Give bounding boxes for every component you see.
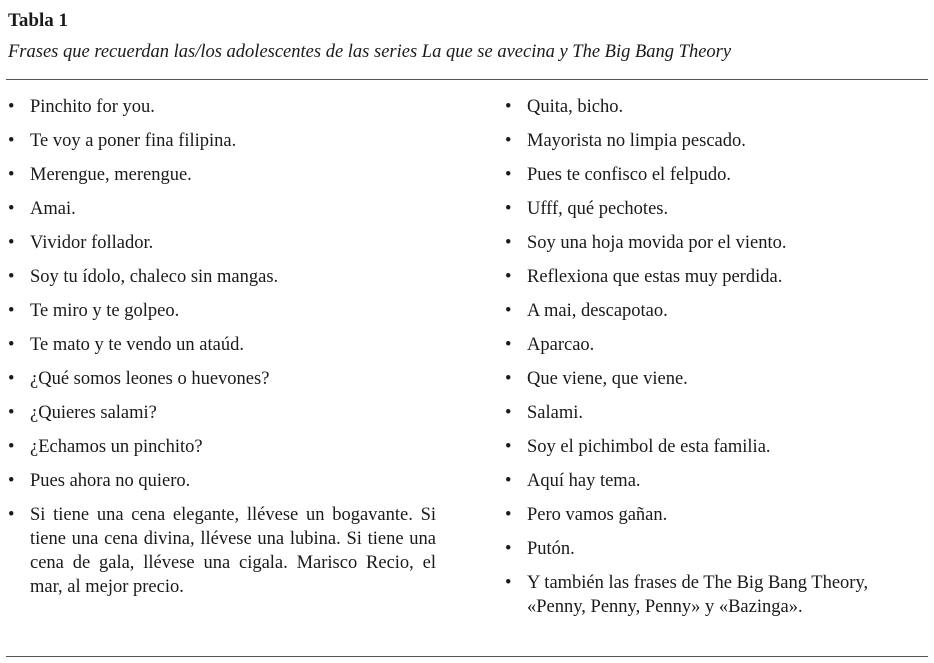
phrase-text: ¿Echamos un pinchito? [30,437,203,457]
phrase-text: Pero vamos gañan. [527,505,668,525]
list-item [505,197,930,221]
list-item [505,469,930,493]
phrase-text: Salami. [527,403,584,423]
phrase-text: Te miro y te golpeo. [30,301,180,321]
bullet-icon: • [505,131,512,151]
bullet-icon: • [505,573,512,593]
phrase-text: Y también las frases de The Big Bang Theory, «Penny, Penny, Penny» y «Bazinga». [527,573,869,617]
bullet-icon: • [8,403,15,423]
table-caption: Frases que recuerdan las/los adolescentes de las series La que se avecina y The Big Bang Theory [8,42,732,62]
list-item [8,299,436,323]
phrase-text: A mai, descapotao. [527,301,668,321]
list-item [8,265,436,289]
phrase-text: ¿Quieres salami? [30,403,157,423]
bullet-icon: • [8,505,15,525]
list-item [505,537,930,561]
list-item [505,231,930,255]
list-item [505,333,930,357]
phrase-text: Ufff, qué pechotes. [527,199,669,219]
bullet-icon: • [8,199,15,219]
list-item [505,571,930,619]
top-rule [6,79,928,80]
bullet-icon: • [8,233,15,253]
list-item [505,299,930,323]
phrase-text: Si tiene una cena elegante, llévese un bogavante. Si tiene una cena divina, llévese una lubina. Si tiene una cena de gala, llévese una cigala. Marisco Recio, el mar, al mejor precio. [30,505,436,597]
list-item [8,163,436,187]
phrase-text: Quita, bicho. [527,97,624,117]
bullet-icon: • [505,97,512,117]
list-item [8,401,436,425]
bullet-icon: • [505,335,512,355]
bullet-icon: • [8,97,15,117]
list-item [505,265,930,289]
bullet-icon: • [505,369,512,389]
phrase-text: Vividor follador. [30,233,154,253]
list-item [505,163,930,187]
list-item [505,503,930,527]
bullet-icon: • [8,437,15,457]
phrase-text: Te voy a poner fina filipina. [30,131,237,151]
phrase-text: Pues ahora no quiero. [30,471,191,491]
bullet-icon: • [505,403,512,423]
phrase-text: Pues te confisco el felpudo. [527,165,731,185]
bullet-icon: • [8,131,15,151]
bottom-rule [6,656,928,657]
bullet-icon: • [8,369,15,389]
bullet-icon: • [505,505,512,525]
bullet-icon: • [8,165,15,185]
phrase-text: Putón. [527,539,575,559]
bullet-icon: • [505,539,512,559]
bullet-icon: • [505,437,512,457]
bullet-icon: • [505,233,512,253]
bullet-icon: • [8,335,15,355]
phrase-text: Soy una hoja movida por el viento. [527,233,787,253]
phrase-text: Merengue, merengue. [30,165,192,185]
phrase-text: Te mato y te vendo un ataúd. [30,335,244,355]
phrase-text: Aparcao. [527,335,595,355]
list-item [8,129,436,153]
list-item [505,129,930,153]
bullet-icon: • [505,267,512,287]
bullet-icon: • [505,165,512,185]
list-item [8,469,436,493]
phrase-text: Que viene, que viene. [527,369,688,389]
table-label: Tabla 1 [8,10,69,31]
list-item [8,367,436,391]
phrase-text: Soy el pichimbol de esta familia. [527,437,771,457]
list-item [8,503,436,599]
bullet-icon: • [8,267,15,287]
phrase-text: Mayorista no limpia pescado. [527,131,746,151]
phrase-text: Pinchito for you. [30,97,155,117]
list-item [8,95,436,119]
left-phrase-list [8,95,436,609]
list-item [8,333,436,357]
list-item [505,95,930,119]
bullet-icon: • [8,471,15,491]
bullet-icon: • [8,301,15,321]
list-item [505,367,930,391]
phrase-text: ¿Qué somos leones o huevones? [30,369,270,389]
bullet-icon: • [505,471,512,491]
phrase-text: Soy tu ídolo, chaleco sin mangas. [30,267,279,287]
list-item [8,197,436,221]
phrase-text: Reflexiona que estas muy perdida. [527,267,783,287]
list-item [8,231,436,255]
list-item [505,401,930,425]
bullet-icon: • [505,301,512,321]
bullet-icon: • [505,199,512,219]
right-phrase-list [505,95,930,629]
list-item [505,435,930,459]
phrase-text: Aquí hay tema. [527,471,641,491]
list-item [8,435,436,459]
phrase-text: Amai. [30,199,76,219]
